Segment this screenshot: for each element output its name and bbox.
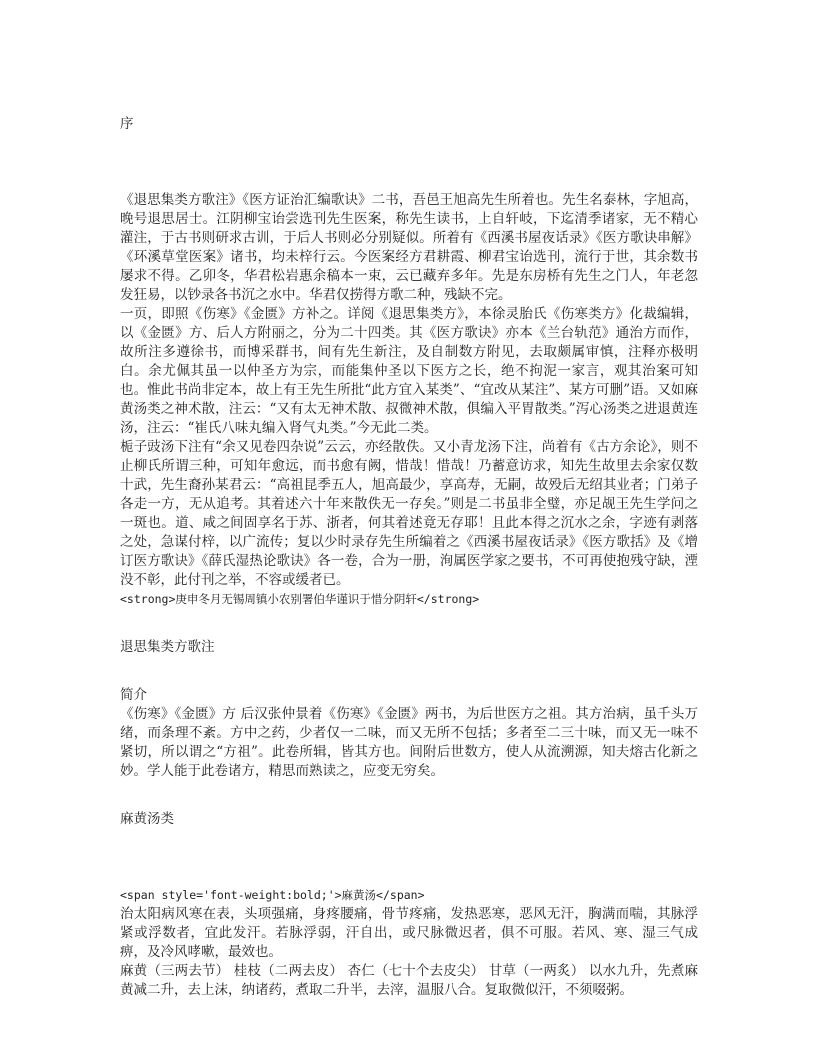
- formula-indication: 治太阳病风寒在表，头项强痛，身疼腰痛，骨节疼痛，发热恶寒，恶风无汗，胸满而喘，其脉浮紧或浮数者，宜此发汗。若脉浮弱，汗自出，或尺脉微迟者，俱不可服。若风、寒、湿三气成痹，及冷风哮嗽，最效也。: [120, 906, 698, 960]
- formula-recipe: 麻黄（三两去节） 桂枝（二两去皮） 杏仁（七十个去皮尖） 甘草（一两炙） 以水九升，先煮麻黄减二升，去上沫，纳诸药，煮取二升半，去滓，温服八合。复取微似汗，不须啜粥。: [120, 963, 698, 998]
- intro-heading: 简介: [120, 687, 147, 703]
- preface-paragraph-3: 栀子豉汤下注有“余又见卷四杂说”云云，亦经散佚。又小青龙汤下注，尚着有《古方余论》，则不止柳氏所谓三种，可知年愈远，而书愈有阙，惜哉！惜哉！乃蓄意访求，知先生故里去余家仅数十武，先生裔孙某君云：“高祖昆季五人，旭高最少，享高寿，无嗣，故殁后无绍其业者；门弟子各走一方，无从追考。其着述六十年来散佚无一存矣。”则是二书虽非全璧，亦足觇王先生学问之一斑也。道、咸之间固享名于苏、浙者，何其着述竟无存耶！且此本得之沉水之余，字迹有剥落之处，急谋付梓，以广流传；复以少时录存先生所编着之《西溪书屋夜话录》《医方歌括》及《增订医方歌诀》《薛氏湿热论歌诀》各一卷，合为一册，洵属医学家之要书，不可再使抱残守缺，湮没不彰，此付刊之举，不容或缓者已。: [120, 439, 698, 588]
- intro-text: 《伤寒》《金匮》方 后汉张仲景着《伤寒》《金匮》两书，为后世医方之祖。其方治病，虽千头万绪，而条理不紊。方中之药，少者仅一二味，而又无所不包括；多者至二三十味，而又无一味不紧切，所以谓之“方祖”。此卷所辑，皆其方也。间附后世数方，使人从流溯源，知夫熔古化新之妙。学人能于此卷诸方，精思而熟读之，应变无穷矣。: [120, 706, 698, 779]
- document-body: [120, 115, 698, 1000]
- preface-signature: <strong>庚申冬月无锡周镇小农别署伯华谨识于惜分阴轩</strong>: [120, 592, 480, 606]
- formula-heading: <span style='font-weight:bold;'>麻黄汤</span>: [120, 888, 425, 902]
- category-title: 麻黄汤类: [120, 811, 174, 827]
- book-title: 退思集类方歌注: [120, 639, 215, 655]
- preface-paragraph-1: 《退思集类方歌注》《医方证治汇编歌诀》二书，吾邑王旭高先生所着也。先生名泰林，字旭高，晚号退思居士。江阴柳宝诒尝选刊先生医案，称先生读书，上自轩岐，下迄清季诸家，无不精心灌注，于古书则研求古训，于后人书则必分别疑似。所着有《西溪书屋夜话录》《医方歌诀串解》《环溪草堂医案》诸书，均未梓行云。今医案经方君耕霞、柳君宝诒选刊，流行于世，其余数书屡求不得。乙卯冬，华君松岩惠余稿本一束，云已藏弃多年。先是东房桥有先生之门人，年老忽发狂易，以钞录各书沉之水中。华君仅捞得方歌二种，残缺不完。: [120, 192, 698, 303]
- preface-title: 序: [120, 116, 134, 132]
- preface-paragraph-2: 一页，即照《伤寒》《金匮》方补之。详阅《退思集类方》，本徐灵胎氏《伤寒类方》化裁编辑，以《金匮》方、后人方附丽之，分为二十四类。其《医方歌诀》亦本《兰台轨范》通治方而作，故所注多遵徐书，而博采群书，间有先生新注，及自制数方附见，去取颇属审慎，注释亦极明白。余尤佩其虽一以仲圣方为宗，而能集仲圣以下医方之长，绝不拘泥一家言，观其治案可知也。惟此书尚非定本，故上有王先生所批“此方宜入某类”、“宜改从某注”、某方可删”语。又如麻黄汤类之神术散，注云：“又有太无神术散、叔微神术散，俱编入平胃散类。”泻心汤类之进退黄连汤，注云：“崔氏八味丸编入肾气丸类。”今无此二类。: [120, 306, 698, 436]
